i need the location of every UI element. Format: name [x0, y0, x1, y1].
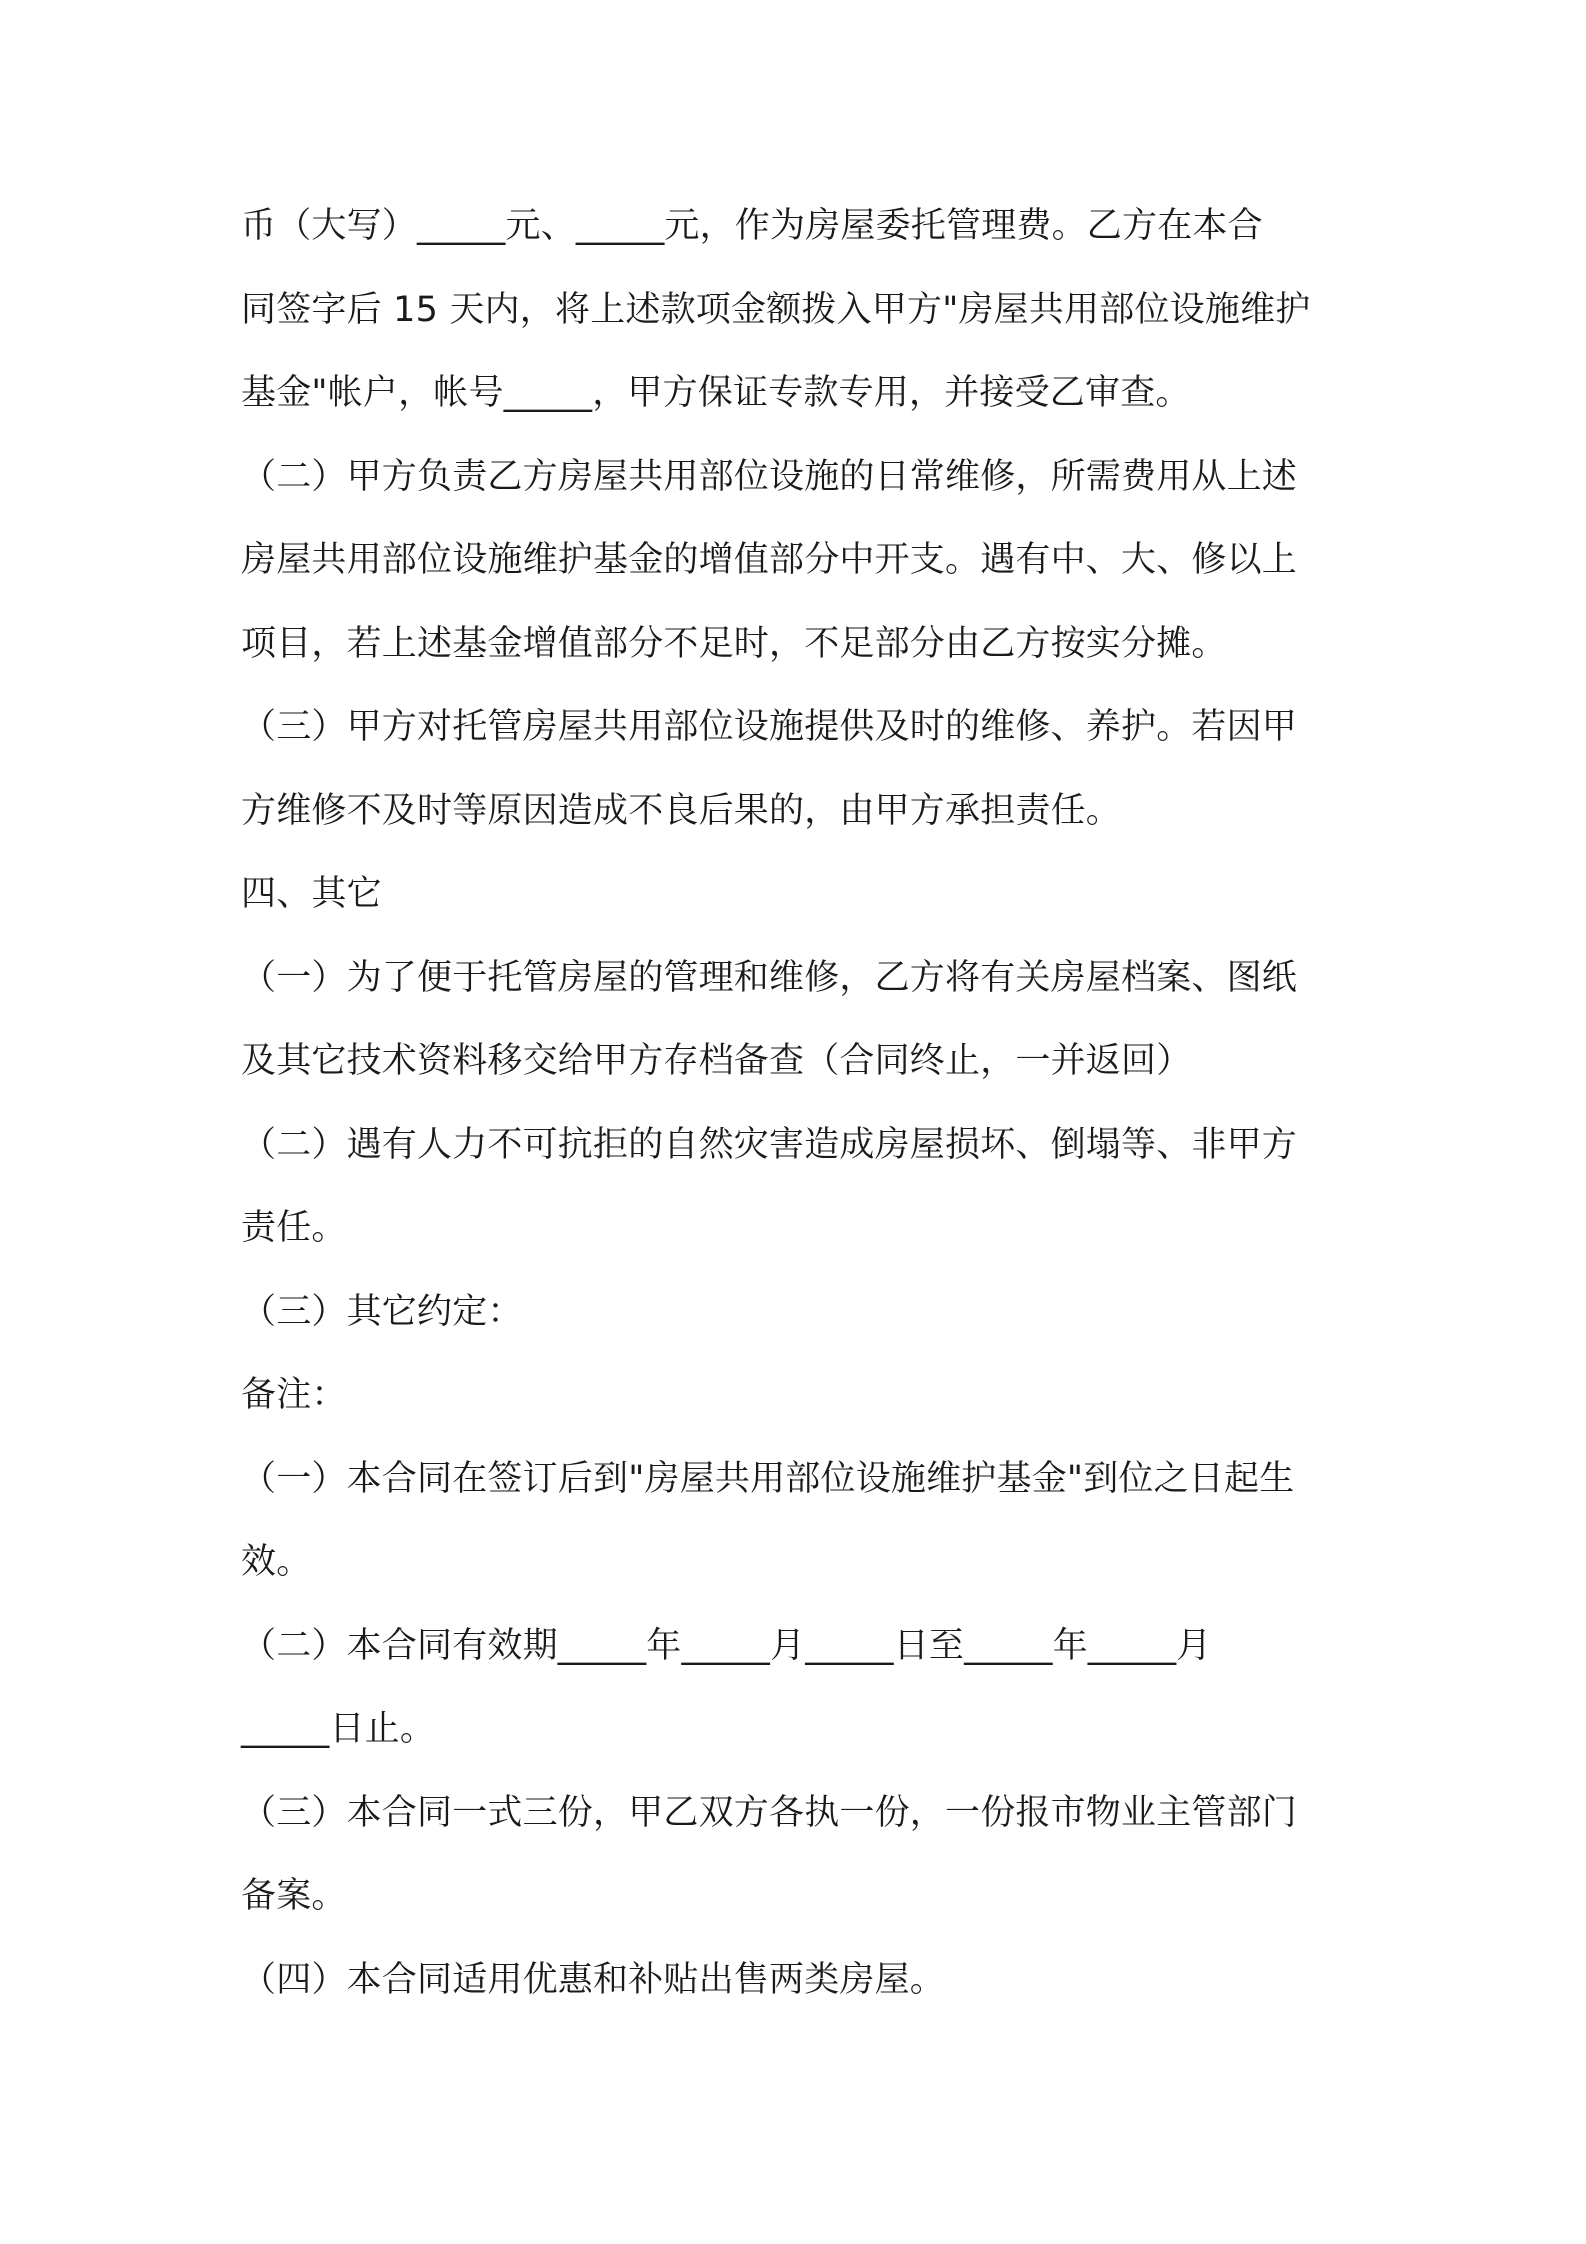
text-line: （二）遇有人力不可抗拒的自然灾害造成房屋损坏、倒塌等、非甲方: [241, 1124, 1298, 1165]
contract-body: [241, 196, 1361, 2033]
text-line: （一）本合同在签订后到"房屋共用部位设施维护基金"到位之日起生: [241, 1458, 1295, 1499]
text-line: 房屋共用部位设施维护基金的增值部分中开支。遇有中、大、修以上: [241, 540, 1298, 580]
notes-heading: 备注：: [241, 1375, 347, 1415]
text-line: 及其它技术资料移交给甲方存档备查（合同终止，一并返回）: [241, 1041, 1192, 1081]
text-line: 币（大写）_____元、_____元，作为房屋委托管理费。乙方在本合: [241, 206, 1263, 246]
text-line: （二）甲方负责乙方房屋共用部位设施的日常维修，所需费用从上述: [241, 456, 1298, 497]
text-line: （一）为了便于托管房屋的管理和维修，乙方将有关房屋档案、图纸: [241, 957, 1298, 998]
text-line: 方维修不及时等原因造成不良后果的，由甲方承担责任。: [241, 790, 1122, 831]
text-line: 同签字后 15 天内，将上述款项金额拨入甲方"房屋共用部位设施维护: [241, 289, 1311, 330]
text-line: 责任。: [241, 1208, 347, 1248]
section-heading: 四、其它: [241, 874, 382, 914]
text-line: 基金"帐户，帐号_____，甲方保证专款专用，并接受乙审查。: [241, 373, 1191, 413]
text-line: （三）其它约定：: [241, 1291, 523, 1332]
text-line: （三）本合同一式三份，甲乙双方各执一份，一份报市物业主管部门: [241, 1792, 1298, 1833]
text-line: （四）本合同适用优惠和补贴出售两类房屋。: [241, 1959, 946, 2000]
text-line: _____日止。: [241, 1709, 436, 1749]
text-line: 备案。: [241, 1876, 347, 1916]
text-line: 效。: [241, 1542, 312, 1582]
text-line: 项目，若上述基金增值部分不足时，不足部分由乙方按实分摊。: [241, 623, 1227, 664]
text-line: （二）本合同有效期_____年_____月_____日至_____年_____月: [241, 1625, 1212, 1666]
text-line: （三）甲方对托管房屋共用部位设施提供及时的维修、养护。若因甲: [241, 707, 1298, 747]
